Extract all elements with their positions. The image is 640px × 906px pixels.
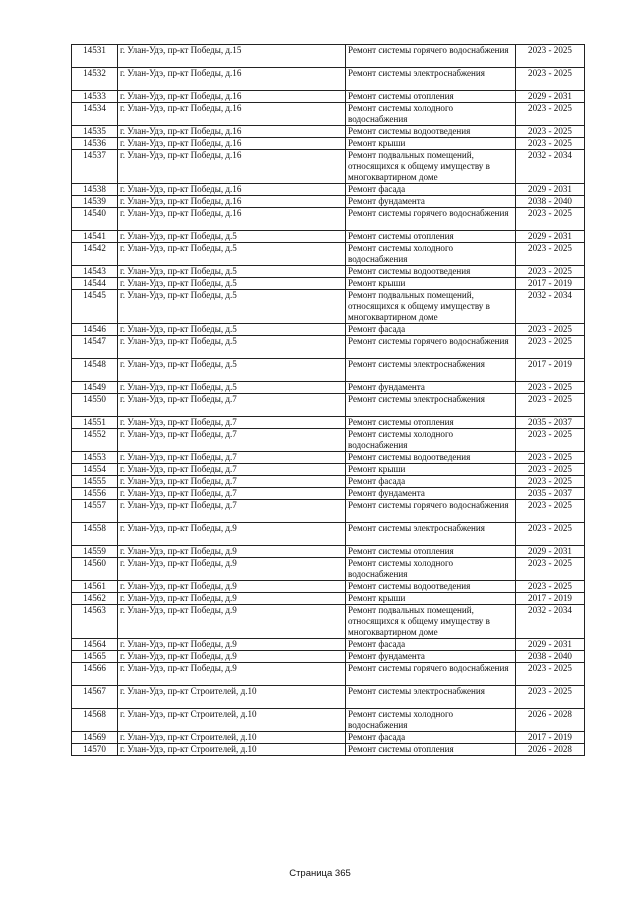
row-address: г. Улан-Удэ, пр-кт Победы, д.7 <box>118 488 346 500</box>
row-address: г. Улан-Удэ, пр-кт Строителей, д.10 <box>118 744 346 756</box>
row-number: 14558 <box>72 523 118 546</box>
table-row <box>72 709 585 732</box>
row-work-type: Ремонт системы электроснабжения <box>346 359 516 382</box>
row-number: 14552 <box>72 429 118 452</box>
row-work-type: Ремонт системы горячего водоснабжения <box>346 45 516 68</box>
register-table <box>71 44 585 756</box>
table-row <box>72 593 585 605</box>
table-row <box>72 558 585 581</box>
row-address: г. Улан-Удэ, пр-кт Победы, д.16 <box>118 103 346 126</box>
row-number: 14569 <box>72 732 118 744</box>
table-row <box>72 68 585 91</box>
row-number: 14550 <box>72 394 118 417</box>
table-row <box>72 126 585 138</box>
row-work-type: Ремонт фундамента <box>346 488 516 500</box>
table-row <box>72 464 585 476</box>
row-work-type: Ремонт системы холодного водоснабжения <box>346 709 516 732</box>
table-row <box>72 290 585 324</box>
row-period: 2029 - 2031 <box>516 639 585 651</box>
row-number: 14557 <box>72 500 118 523</box>
row-address: г. Улан-Удэ, пр-кт Победы, д.5 <box>118 290 346 324</box>
table-row <box>72 581 585 593</box>
page-number: Страница 365 <box>289 868 351 879</box>
row-period: 2026 - 2028 <box>516 744 585 756</box>
table-row <box>72 208 585 231</box>
row-period: 2023 - 2025 <box>516 500 585 523</box>
row-period: 2023 - 2025 <box>516 663 585 686</box>
row-address: г. Улан-Удэ, пр-кт Победы, д.9 <box>118 605 346 639</box>
row-number: 14549 <box>72 382 118 394</box>
row-work-type: Ремонт системы водоотведения <box>346 581 516 593</box>
table-row <box>72 184 585 196</box>
table-row <box>72 732 585 744</box>
row-period: 2023 - 2025 <box>516 581 585 593</box>
table-row <box>72 605 585 639</box>
row-address: г. Улан-Удэ, пр-кт Победы, д.5 <box>118 278 346 290</box>
table-row <box>72 336 585 359</box>
row-period: 2023 - 2025 <box>516 452 585 464</box>
table-row <box>72 651 585 663</box>
row-period: 2023 - 2025 <box>516 45 585 68</box>
row-period: 2032 - 2034 <box>516 150 585 184</box>
row-address: г. Улан-Удэ, пр-кт Победы, д.5 <box>118 359 346 382</box>
row-number: 14544 <box>72 278 118 290</box>
row-address: г. Улан-Удэ, пр-кт Строителей, д.10 <box>118 709 346 732</box>
row-address: г. Улан-Удэ, пр-кт Победы, д.9 <box>118 663 346 686</box>
row-address: г. Улан-Удэ, пр-кт Победы, д.7 <box>118 464 346 476</box>
table-row <box>72 266 585 278</box>
register-table-body <box>72 45 585 756</box>
row-number: 14566 <box>72 663 118 686</box>
row-period: 2023 - 2025 <box>516 243 585 266</box>
row-number: 14548 <box>72 359 118 382</box>
row-work-type: Ремонт крыши <box>346 464 516 476</box>
table-row <box>72 243 585 266</box>
row-address: г. Улан-Удэ, пр-кт Победы, д.16 <box>118 184 346 196</box>
row-period: 2029 - 2031 <box>516 546 585 558</box>
row-address: г. Улан-Удэ, пр-кт Победы, д.9 <box>118 523 346 546</box>
row-address: г. Улан-Удэ, пр-кт Победы, д.5 <box>118 324 346 336</box>
row-period: 2023 - 2025 <box>516 336 585 359</box>
row-address: г. Улан-Удэ, пр-кт Победы, д.16 <box>118 138 346 150</box>
row-address: г. Улан-Удэ, пр-кт Победы, д.9 <box>118 639 346 651</box>
row-work-type: Ремонт фасада <box>346 476 516 488</box>
row-period: 2023 - 2025 <box>516 266 585 278</box>
table-row <box>72 429 585 452</box>
row-period: 2023 - 2025 <box>516 208 585 231</box>
table-row <box>72 231 585 243</box>
table-row <box>72 394 585 417</box>
row-work-type: Ремонт фундамента <box>346 196 516 208</box>
row-number: 14565 <box>72 651 118 663</box>
row-work-type: Ремонт системы горячего водоснабжения <box>346 208 516 231</box>
row-number: 14567 <box>72 686 118 709</box>
table-row <box>72 196 585 208</box>
row-address: г. Улан-Удэ, пр-кт Победы, д.5 <box>118 382 346 394</box>
row-period: 2017 - 2019 <box>516 278 585 290</box>
row-number: 14546 <box>72 324 118 336</box>
table-row <box>72 359 585 382</box>
row-number: 14564 <box>72 639 118 651</box>
row-number: 14570 <box>72 744 118 756</box>
row-work-type: Ремонт фасада <box>346 184 516 196</box>
row-work-type: Ремонт крыши <box>346 138 516 150</box>
row-work-type: Ремонт фасада <box>346 324 516 336</box>
row-address: г. Улан-Удэ, пр-кт Победы, д.7 <box>118 500 346 523</box>
table-row <box>72 546 585 558</box>
row-period: 2023 - 2025 <box>516 523 585 546</box>
row-address: г. Улан-Удэ, пр-кт Победы, д.5 <box>118 266 346 278</box>
table-row <box>72 103 585 126</box>
row-work-type: Ремонт системы водоотведения <box>346 452 516 464</box>
row-work-type: Ремонт фасада <box>346 639 516 651</box>
row-number: 14555 <box>72 476 118 488</box>
row-number: 14534 <box>72 103 118 126</box>
row-work-type: Ремонт системы водоотведения <box>346 126 516 138</box>
row-period: 2029 - 2031 <box>516 184 585 196</box>
row-address: г. Улан-Удэ, пр-кт Победы, д.15 <box>118 45 346 68</box>
table-row <box>72 324 585 336</box>
row-address: г. Улан-Удэ, пр-кт Победы, д.9 <box>118 546 346 558</box>
row-number: 14545 <box>72 290 118 324</box>
row-number: 14531 <box>72 45 118 68</box>
row-work-type: Ремонт системы холодного водоснабжения <box>346 103 516 126</box>
row-period: 2023 - 2025 <box>516 126 585 138</box>
row-address: г. Улан-Удэ, пр-кт Победы, д.16 <box>118 68 346 91</box>
row-work-type: Ремонт системы электроснабжения <box>346 686 516 709</box>
row-address: г. Улан-Удэ, пр-кт Строителей, д.10 <box>118 732 346 744</box>
row-period: 2032 - 2034 <box>516 290 585 324</box>
table-row <box>72 417 585 429</box>
table-row <box>72 476 585 488</box>
row-period: 2017 - 2019 <box>516 359 585 382</box>
row-number: 14537 <box>72 150 118 184</box>
row-period: 2038 - 2040 <box>516 651 585 663</box>
row-address: г. Улан-Удэ, пр-кт Победы, д.9 <box>118 558 346 581</box>
row-number: 14551 <box>72 417 118 429</box>
row-address: г. Улан-Удэ, пр-кт Победы, д.16 <box>118 91 346 103</box>
row-period: 2035 - 2037 <box>516 417 585 429</box>
table-row <box>72 45 585 68</box>
row-number: 14542 <box>72 243 118 266</box>
table-row <box>72 278 585 290</box>
row-address: г. Улан-Удэ, пр-кт Победы, д.7 <box>118 417 346 429</box>
row-number: 14539 <box>72 196 118 208</box>
row-number: 14559 <box>72 546 118 558</box>
row-work-type: Ремонт системы электроснабжения <box>346 523 516 546</box>
table-row <box>72 663 585 686</box>
row-period: 2023 - 2025 <box>516 429 585 452</box>
table-row <box>72 150 585 184</box>
row-address: г. Улан-Удэ, пр-кт Победы, д.16 <box>118 196 346 208</box>
row-work-type: Ремонт крыши <box>346 593 516 605</box>
table-row <box>72 452 585 464</box>
row-period: 2029 - 2031 <box>516 91 585 103</box>
row-work-type: Ремонт крыши <box>346 278 516 290</box>
table-row <box>72 91 585 103</box>
row-period: 2023 - 2025 <box>516 476 585 488</box>
row-address: г. Улан-Удэ, пр-кт Победы, д.5 <box>118 231 346 243</box>
row-number: 14541 <box>72 231 118 243</box>
row-number: 14563 <box>72 605 118 639</box>
row-number: 14538 <box>72 184 118 196</box>
row-period: 2023 - 2025 <box>516 394 585 417</box>
row-number: 14568 <box>72 709 118 732</box>
row-period: 2023 - 2025 <box>516 464 585 476</box>
row-period: 2023 - 2025 <box>516 68 585 91</box>
row-address: г. Улан-Удэ, пр-кт Победы, д.7 <box>118 452 346 464</box>
row-period: 2023 - 2025 <box>516 103 585 126</box>
row-work-type: Ремонт подвальных помещений, относящихся к общему имуществу в многоквартирном доме <box>346 605 516 639</box>
row-number: 14540 <box>72 208 118 231</box>
row-address: г. Улан-Удэ, пр-кт Победы, д.7 <box>118 394 346 417</box>
row-work-type: Ремонт системы горячего водоснабжения <box>346 336 516 359</box>
row-number: 14536 <box>72 138 118 150</box>
table-row <box>72 138 585 150</box>
row-address: г. Улан-Удэ, пр-кт Победы, д.16 <box>118 150 346 184</box>
row-work-type: Ремонт подвальных помещений, относящихся к общему имуществу в многоквартирном доме <box>346 150 516 184</box>
row-work-type: Ремонт системы горячего водоснабжения <box>346 500 516 523</box>
table-row <box>72 382 585 394</box>
row-work-type: Ремонт системы отопления <box>346 546 516 558</box>
row-address: г. Улан-Удэ, пр-кт Победы, д.16 <box>118 208 346 231</box>
row-number: 14556 <box>72 488 118 500</box>
row-work-type: Ремонт системы отопления <box>346 417 516 429</box>
row-number: 14553 <box>72 452 118 464</box>
row-address: г. Улан-Удэ, пр-кт Победы, д.7 <box>118 476 346 488</box>
row-work-type: Ремонт фундамента <box>346 651 516 663</box>
row-work-type: Ремонт подвальных помещений, относящихся к общему имуществу в многоквартирном доме <box>346 290 516 324</box>
row-work-type: Ремонт системы холодного водоснабжения <box>346 429 516 452</box>
row-number: 14543 <box>72 266 118 278</box>
row-number: 14535 <box>72 126 118 138</box>
row-period: 2032 - 2034 <box>516 605 585 639</box>
table-row <box>72 639 585 651</box>
row-work-type: Ремонт системы горячего водоснабжения <box>346 663 516 686</box>
row-address: г. Улан-Удэ, пр-кт Победы, д.9 <box>118 593 346 605</box>
row-work-type: Ремонт системы холодного водоснабжения <box>346 243 516 266</box>
row-address: г. Улан-Удэ, пр-кт Победы, д.7 <box>118 429 346 452</box>
row-work-type: Ремонт системы отопления <box>346 231 516 243</box>
row-address: г. Улан-Удэ, пр-кт Победы, д.16 <box>118 126 346 138</box>
row-number: 14560 <box>72 558 118 581</box>
row-number: 14554 <box>72 464 118 476</box>
row-number: 14561 <box>72 581 118 593</box>
table-row <box>72 686 585 709</box>
row-number: 14562 <box>72 593 118 605</box>
row-work-type: Ремонт системы водоотведения <box>346 266 516 278</box>
table-row <box>72 500 585 523</box>
row-work-type: Ремонт фасада <box>346 732 516 744</box>
row-address: г. Улан-Удэ, пр-кт Победы, д.9 <box>118 581 346 593</box>
row-number: 14533 <box>72 91 118 103</box>
row-address: г. Улан-Удэ, пр-кт Победы, д.5 <box>118 336 346 359</box>
row-period: 2023 - 2025 <box>516 138 585 150</box>
row-period: 2017 - 2019 <box>516 732 585 744</box>
row-work-type: Ремонт системы холодного водоснабжения <box>346 558 516 581</box>
row-period: 2023 - 2025 <box>516 558 585 581</box>
row-address: г. Улан-Удэ, пр-кт Строителей, д.10 <box>118 686 346 709</box>
row-period: 2023 - 2025 <box>516 382 585 394</box>
row-period: 2017 - 2019 <box>516 593 585 605</box>
table-row <box>72 523 585 546</box>
row-period: 2026 - 2028 <box>516 709 585 732</box>
table-row <box>72 488 585 500</box>
row-work-type: Ремонт системы отопления <box>346 744 516 756</box>
row-period: 2023 - 2025 <box>516 324 585 336</box>
table-row <box>72 744 585 756</box>
row-work-type: Ремонт системы отопления <box>346 91 516 103</box>
row-period: 2038 - 2040 <box>516 196 585 208</box>
row-period: 2023 - 2025 <box>516 686 585 709</box>
row-period: 2029 - 2031 <box>516 231 585 243</box>
row-address: г. Улан-Удэ, пр-кт Победы, д.9 <box>118 651 346 663</box>
row-address: г. Улан-Удэ, пр-кт Победы, д.5 <box>118 243 346 266</box>
row-work-type: Ремонт системы электроснабжения <box>346 394 516 417</box>
row-number: 14532 <box>72 68 118 91</box>
row-work-type: Ремонт системы электроснабжения <box>346 68 516 91</box>
row-period: 2035 - 2037 <box>516 488 585 500</box>
row-number: 14547 <box>72 336 118 359</box>
row-work-type: Ремонт фундамента <box>346 382 516 394</box>
